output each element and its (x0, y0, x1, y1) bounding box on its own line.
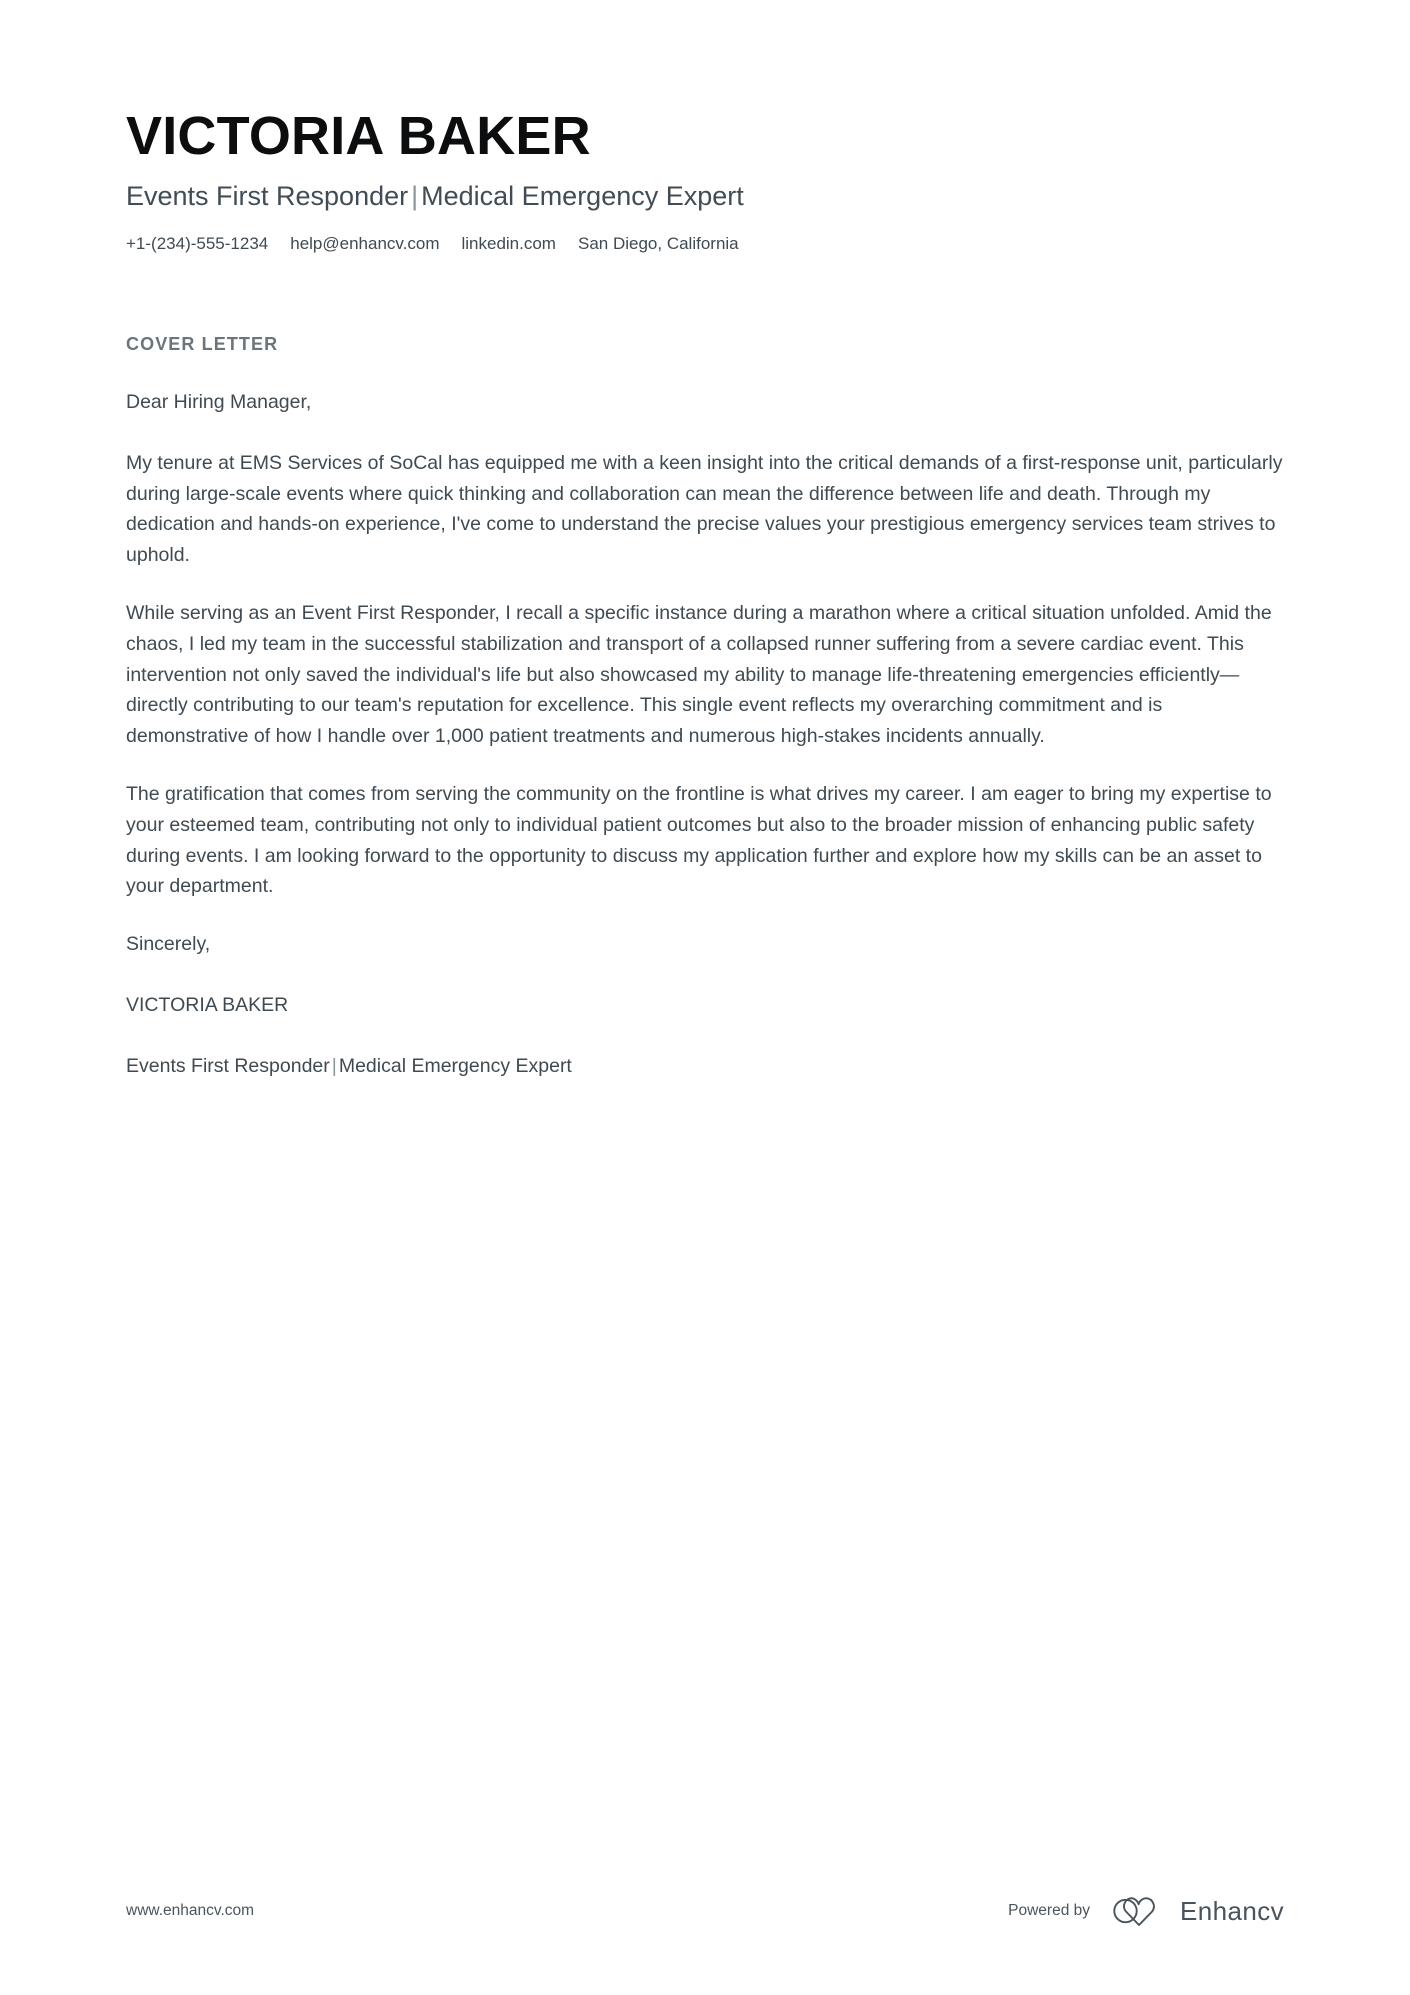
letter-paragraph-2: While serving as an Event First Responder, I recall a specific instance during a marathon where a critical situation unfolded. Amid the chaos, I led my team in the successful stabilization and transport of a collapsed runner suffering from a severe cardiac event. This intervention not only saved the individual's life but also showcased my ability to manage life-threatening emergencies efficiently—directly contributing to our team's reputation for excellence. This single event reflects my overarching commitment and is demonstrative of how I handle over 1,000 patient treatments and numerous high-stakes incidents annually. (126, 602, 1272, 748)
candidate-name: VICTORIA BAKER (126, 106, 591, 166)
powered-by-block (1008, 1896, 1284, 1927)
headline-primary-role: Events First Responder (126, 181, 409, 212)
headline-separator: | (411, 181, 419, 212)
page-footer (0, 1891, 1410, 1931)
contact-phone: +1-(234)-555-1234 (126, 234, 269, 254)
footer-website-url[interactable]: www.enhancv.com (126, 1902, 255, 1919)
contact-linkedin[interactable]: linkedin.com (461, 234, 556, 254)
header-block (126, 106, 1286, 256)
contact-email[interactable]: help@enhancv.com (290, 234, 440, 254)
signer-title-primary: Events First Responder (126, 1054, 330, 1077)
candidate-headline (126, 180, 1286, 214)
document-content (126, 106, 1286, 1082)
section-title-cover-letter: COVER LETTER (126, 334, 279, 355)
powered-by-label: Powered by (1008, 1902, 1091, 1919)
contact-row (126, 232, 1286, 256)
contact-location: San Diego, California (577, 234, 739, 254)
enhancv-brand[interactable] (1112, 1896, 1284, 1927)
signer-title-separator: | (331, 1054, 337, 1077)
letter-paragraph-1: My tenure at EMS Services of SoCal has equipped me with a keen insight into the critical demands of a first-response unit, particularly during large-scale events where quick thinking and collaboration can mean the difference between life and death. Through my dedication and hands-on experience, I've come to understand the precise values your prestigious emergency services team strives to uphold. (126, 451, 1283, 567)
letter-paragraph-3: The gratification that comes from serving the community on the frontline is what drives my career. I am eager to bring my expertise to your esteemed team, contributing not only to individual patient outcomes but also to the broader mission of enhancing public safety during events. I am looking forward to the opportunity to discuss my application further and explore how my skills can be an asset to your department. (126, 782, 1272, 898)
letter-body (126, 387, 1286, 1082)
enhancv-brand-name: Enhancv (1180, 1895, 1284, 1926)
headline-secondary-role: Medical Emergency Expert (421, 181, 744, 212)
enhancv-infinity-heart-logo-icon (1112, 1896, 1166, 1926)
letter-salutation: Dear Hiring Manager, (126, 391, 312, 414)
letter-signer-name: VICTORIA BAKER (126, 993, 289, 1016)
letter-signer-title (126, 1051, 1286, 1082)
signer-title-secondary: Medical Emergency Expert (338, 1054, 572, 1077)
letter-signoff: Sincerely, (126, 933, 211, 956)
